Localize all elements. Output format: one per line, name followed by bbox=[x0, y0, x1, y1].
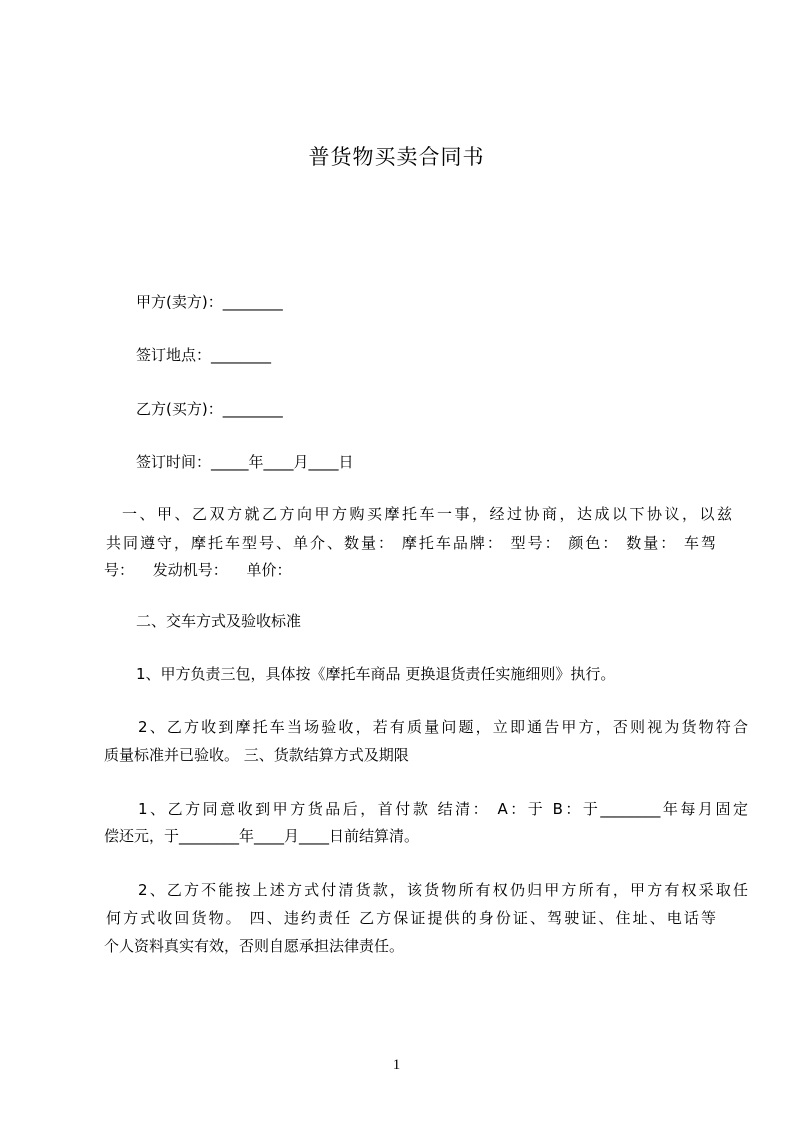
clause-3-item-1-line-1: 1、乙方同意收到甲方货品后，首付款 结清： A：于 B：于________年每月固定 bbox=[138, 800, 748, 818]
clause-1-line-2: 共同遵守，摩托车型号、单介、数量： 摩托车品牌： 型号： 颜色： 数量： 车驾 bbox=[106, 534, 716, 552]
clause-2-item-1: 1、甲方负责三包，具体按《摩托车商品 更换退货责任实施细则》执行。 bbox=[136, 665, 616, 683]
clause-2-item-2-line-2: 质量标准并已验收。 三、货款结算方式及期限 bbox=[104, 746, 409, 764]
sign-place-line: 签订地点：________ bbox=[136, 346, 272, 364]
party-a-line: 甲方(卖方)：________ bbox=[136, 293, 283, 311]
clause-2-item-2-line-1: 2、乙方收到摩托车当场验收，若有质量问题，立即通告甲方，否则视为货物符合 bbox=[138, 718, 748, 736]
page-number: 1 bbox=[392, 1057, 401, 1073]
clause-3-item-2-line-1: 2、乙方不能按上述方式付清货款，该货物所有权仍归甲方所有，甲方有权采取任 bbox=[138, 881, 748, 899]
clause-3-item-1-line-2: 偿还元，于________年____月____日前结算清。 bbox=[104, 827, 420, 845]
document-title: 普货物买卖合同书 bbox=[308, 145, 485, 169]
clause-2-heading: 二、交车方式及验收标准 bbox=[136, 612, 302, 630]
clause-3-item-2-line-3: 个人资料真实有效，否则自愿承担法律责任。 bbox=[104, 937, 405, 955]
clause-3-item-2-line-2: 何方式收回货物。 四、违约责任 乙方保证提供的身份证、驾驶证、住址、电话等 bbox=[106, 909, 716, 927]
sign-time-line: 签订时间：_____年____月____日 bbox=[136, 453, 354, 471]
clause-1-line-3: 号： 发动机号： 单价： bbox=[104, 561, 292, 579]
party-b-line: 乙方(买方)：________ bbox=[136, 400, 283, 418]
clause-1-line-1: 一、甲、乙双方就乙方向甲方购买摩托车一事，经过协商，达成以下协议，以兹 bbox=[122, 505, 732, 523]
